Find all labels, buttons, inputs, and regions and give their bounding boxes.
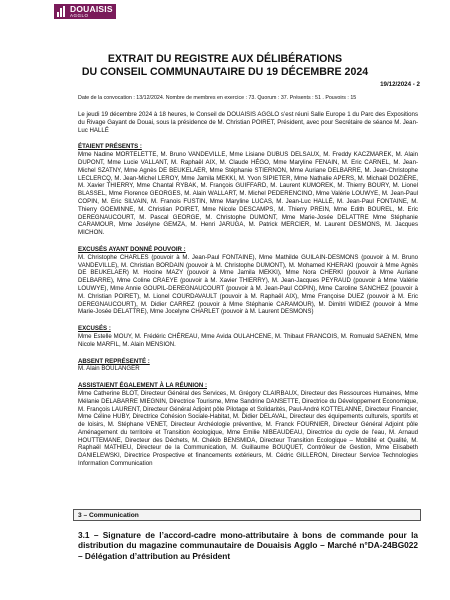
proxy-list: M. Christophe CHARLES (pouvoir à M. Jean-Paul FONTAINE), Mme Mathilde GUILAIN-DESMONS (pouvoir à M. Bruno VANDEVILLE), M. Christian BORDAIN (pouvoir à M. Christophe DUMONT), M. Mohamed KHERAKI (pouvoir à Mme Agnès DE BEUKELAER) M. Hocine MAZY (pouvoir à Mme Jamila MEKKI), Mme Nora CHERKI (pouvoir à Mme Auriane DELBARRE), Mme Coline CRAEYE (pouvoir à M. Xavier THIERRY), M. Jean-Jacques PEYRAUD (pouvoir à Mme Valérie LOUWYE), Mme Annie GOUPIL-DEREGNAUCOURT (pouvoir à M. Jean-Paul COPIN), Mme Caroline SANCHEZ (pouvoir à M. Christian POIRET), M. Lionel COURDAVAULT (pouvoir à M. Raphaël AIX), Mme Françoise DUEZ (pouvoir à M. Eric DEREGNAUCOURT), M. Didier CARREZ (pouvoir à Mme Stéphanie CARAMOUR), M. Dimitri WIDIEZ (pouvoir à Mme Marie-Josée DELATTRE), Mme Jocelyne CHARLET (pouvoir à M. Laurent DESMONS) [78,253,418,316]
absent-heading: ABSENT REPRÉSENTÉ : [78,357,150,365]
title-line-2: DU CONSEIL COMMUNAUTAIRE DU 19 DÉCEMBRE 2024 [81,65,369,78]
logo-mark-icon [57,6,67,17]
present-heading: ÉTAIENT PRÉSENTS : [78,143,142,151]
present-list: Mme Nadine MORTELETTE, M. Bruno VANDEVILLE, Mme Lisiane DUBUS DELSAUX, M. Freddy KACZMAREK, M. Alain DUPONT, Mme Lucie VALLANT, M. Raphaël AIX, M. Claude HÉGO, Mme Maryline FENAIN, M. Eric CARNEL, M. Jean-Michel SZATNY, Mme Agnès DE BEUKELAER, Mme Stéphanie STIERNON, Mme Auriane DELBARRE, M. Jean-Christophe LECLERCQ, M. Jean-Michel LEROY, Mme Jamila MEKKI, M. Yvon SIPIETER, Mme Nathalie APERS, M. Michaël DOZIÈRE, M. Xavier THIERRY, Mme Chantal RYBAK, M. François GUIFFARD, M. Laurent KUMOREK, M. Thierry BOURY, M. Lionel BLASSEL, Mme Florence GEORGES, M. Alain WALLART, M. Michel PEDERENCINO, Mme Valérie LOUWYE, M. Jean-Paul COPIN, M. Eric SILVAIN, M. Franois FUSTIN, Mme Maryline LUCAS, M. Jean-Luc HALLÉ, M. Jean-Paul FONTAINE, M. Thierry GOEMINNE, M. Christian POIRET, Mme Nicole DESCAMPS, M. Thierry PREIN, Mme Edith BOUREL, M. Eric DEREGNAUCOURT, M. Pascal GEORGE, M. Christophe DUMONT, Mme Marie-Josée DELATTRE Mme Stéphanie CARAMOUR, Mme Josélyne GEMZA, M. Henri JARUGA, M. Patrick MERCIER, M. Laurent DESMONS, M. Jacques MICHON. [78,151,418,237]
proxy-heading: EXCUSÉS AYANT DONNÉ POUVOIR : [78,245,186,253]
attending-heading: ASSISTAIENT ÉGALEMENT À LA RÉUNION : [78,382,207,390]
document-body [78,111,418,468]
title-line-1: EXTRAIT DU REGISTRE AUX DÉLIBÉRATIONS [107,53,343,65]
proxy-section [78,246,418,316]
intro-paragraph: Le jeudi 19 décembre 2024 à 18 heures, le Conseil de DOUAISIS AGGLO s’est réuni Salle Europe 1 du Parc des Expositions du Rivage Gayant de Douai, sous la présidence de M. Christian POIRET, Président, avec pour Secrétaire de séance M. Jean-Luc HALLÉ [78,111,418,134]
attending-list: Mme Catherine BLOT, Directeur Général des Services, M. Grégory CLAIRBAUX, Directeur des Ressources Humaines, Mme Mélanie DELABARRE MIEGNIN, Directrice Tourisme, Mme Sandrine DANSETTE, Directrice du Développement Economique, M. François LAURENT, Directeur Général Adjoint pôle Pilotage et Solidarités, Paul-André KOTTELANNE, Directeur Financier, Mme Céline HUBY, Directrice Cohésion Sociale-Habitat, M. Didier DELAVAL, Directeur des équipements culturels, sportifs et de loisirs, M. Stéphane VENET, Directeur Archéologie préventive, M. Franck FOURNIER, Directeur Général Adjoint pôle Aménagement du territoire et Transition écologique, Mme Emilie NIBEAUDEAU, Directrice du cycle de l’eau, M. Arnaud HOUTTEMANE, Directeur des Déchets, M. Chékib BENSMIDA, Directeur Transition Ecologique – Mobilité et Qualité, M. Raphaël MATHIEU, Directeur de la Communication, M. Guillaume BOUQUET, Contrôleur de Gestion, Mme Elisabeth DANIELEWSKI, Directrice Prospective et financements extérieurs, M. Cédric GILLERON, Directeur Service Technologies Information Communication [78,389,418,468]
agenda-item-title: 3.1 – Signature de l’accord-cadre mono-attributaire à bons de commande pour la distribution du magazine communautaire de Douaisis Agglo – Marché n°DA-24BG022 – Délégation d’attribution au Président [78,530,418,561]
present-section [78,143,418,237]
excused-heading: EXCUSÉS : [78,325,111,333]
section-band: 3 – Communication [73,509,421,521]
logo-name: DOUAISIS [70,3,113,14]
attending-section [78,382,418,468]
logo-subtitle: AGGLO [70,13,89,18]
excused-section [78,325,418,348]
douaisis-agglo-logo [54,4,116,19]
deliberation-reference: 19/12/2024 - 2 [380,81,420,88]
excused-list: Mme Estelle MOUY, M. Frédéric CHÉREAU, Mme Avida OULAHCENE, M. Thibaut FRANCOIS, M. Romuald SAENEN, Mme Nicole MARFIL, M. Alain MENSION. [78,332,418,348]
document-title [40,53,410,78]
convocation-meta: Date de la convocation : 13/12/2024. Nombre de membres en exercice : 73. Quorum : 37. Présents : 51 . Pouvoirs : 15 [78,95,357,101]
absent-list: M. Alain BOULANGER [78,365,140,373]
absent-section [78,358,418,374]
